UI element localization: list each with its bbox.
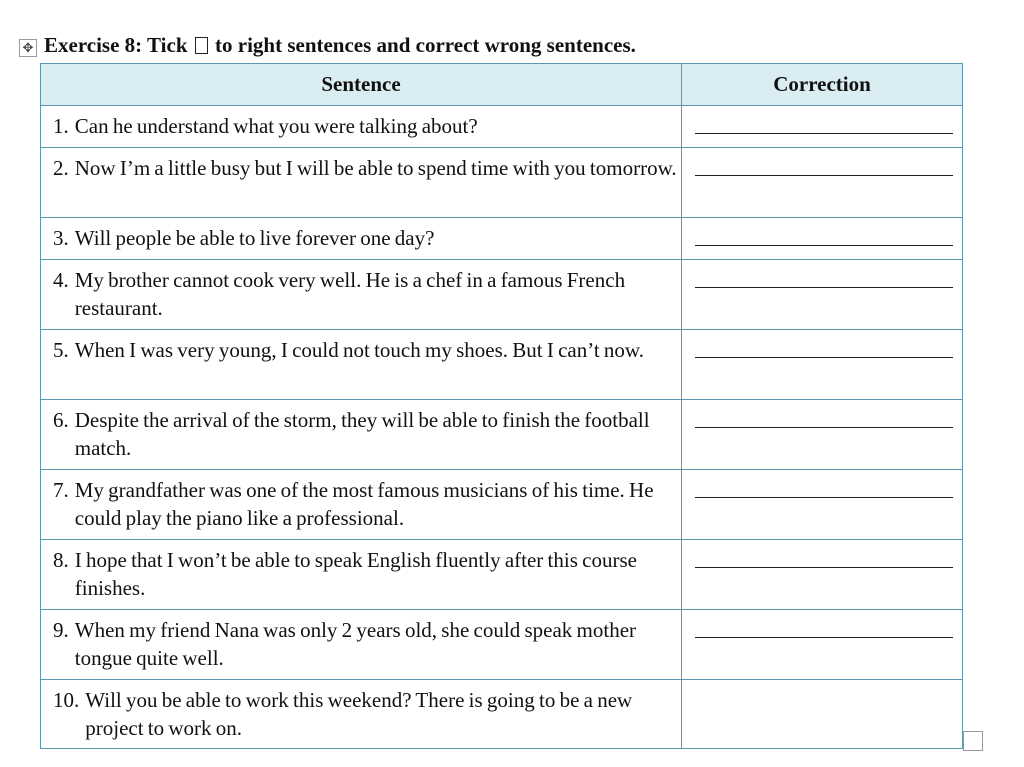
table-row [41, 106, 963, 148]
table-row [41, 330, 963, 400]
exercise-title [44, 31, 636, 59]
table-row [41, 218, 963, 260]
correction-cell[interactable] [682, 260, 963, 330]
sentence-column-header: Sentence [41, 64, 682, 106]
item-text: My grandfather was one of the most famous musicians of his time. He could play the piano like a professional. [74, 478, 654, 530]
sentence-cell [41, 470, 682, 540]
sentence-cell [41, 260, 682, 330]
item-text: Can he understand what you were talking about? [74, 114, 478, 138]
exercise-title-part1: Exercise 8: Tick [44, 33, 188, 57]
item-text: When my friend Nana was only 2 years old, she could speak mother tongue quite well. [74, 618, 637, 670]
answer-line [695, 427, 953, 428]
table-header-row [41, 64, 963, 106]
correction-cell[interactable] [682, 106, 963, 148]
correction-cell[interactable] [682, 218, 963, 260]
sentence-cell [41, 330, 682, 400]
sentence-cell [41, 400, 682, 470]
correction-cell[interactable] [682, 400, 963, 470]
item-text: Despite the arrival of the storm, they will be able to finish the football match. [74, 408, 650, 460]
answer-line [695, 245, 953, 246]
item-text: Will you be able to work this weekend? There is going to be a new project to work on. [85, 688, 633, 740]
answer-line [695, 357, 953, 358]
table-row [41, 610, 963, 680]
table-move-handle-icon[interactable]: ✥ [19, 39, 37, 57]
answer-line [695, 567, 953, 568]
sentence-cell [41, 540, 682, 610]
checkbox-icon [195, 37, 208, 54]
item-text: Will people be able to live forever one day? [74, 226, 435, 250]
answer-line [695, 637, 953, 638]
table-row [41, 470, 963, 540]
sentence-cell [41, 218, 682, 260]
exercise-title-part2: to right sentences and correct wrong sentences. [215, 33, 636, 57]
answer-line [695, 175, 953, 176]
item-text: I hope that I won’t be able to speak English fluently after this course finishes. [74, 548, 637, 600]
item-number: 8. [53, 548, 69, 572]
item-number: 10. [53, 688, 80, 712]
item-number: 6. [53, 408, 69, 432]
sentence-cell [41, 106, 682, 148]
table-row [41, 148, 963, 218]
sentence-cell [41, 680, 682, 749]
item-number: 7. [53, 478, 69, 502]
table-row [41, 540, 963, 610]
sentence-cell [41, 610, 682, 680]
correction-cell[interactable] [682, 148, 963, 218]
item-number: 9. [53, 618, 69, 642]
table-row [41, 260, 963, 330]
correction-column-header: Correction [682, 64, 963, 106]
correction-cell[interactable] [682, 540, 963, 610]
answer-line [695, 497, 953, 498]
answer-line [695, 287, 953, 288]
answer-line [695, 133, 953, 134]
correction-cell[interactable] [682, 330, 963, 400]
sentence-cell [41, 148, 682, 218]
item-number: 1. [53, 114, 69, 138]
exercise-table [40, 63, 963, 749]
item-text: My brother cannot cook very well. He is a chef in a famous French restaurant. [74, 268, 626, 320]
correction-cell[interactable] [682, 470, 963, 540]
item-text: Now I’m a little busy but I will be able to spend time with you tomorrow. [74, 156, 677, 180]
item-number: 3. [53, 226, 69, 250]
item-text: When I was very young, I could not touch my shoes. But I can’t now. [74, 338, 644, 362]
correction-cell[interactable] [682, 680, 963, 749]
item-number: 2. [53, 156, 69, 180]
correction-cell[interactable] [682, 610, 963, 680]
table-row [41, 400, 963, 470]
item-number: 4. [53, 268, 69, 292]
table-end-mark-icon [963, 731, 983, 751]
item-number: 5. [53, 338, 69, 362]
table-row [41, 680, 963, 749]
